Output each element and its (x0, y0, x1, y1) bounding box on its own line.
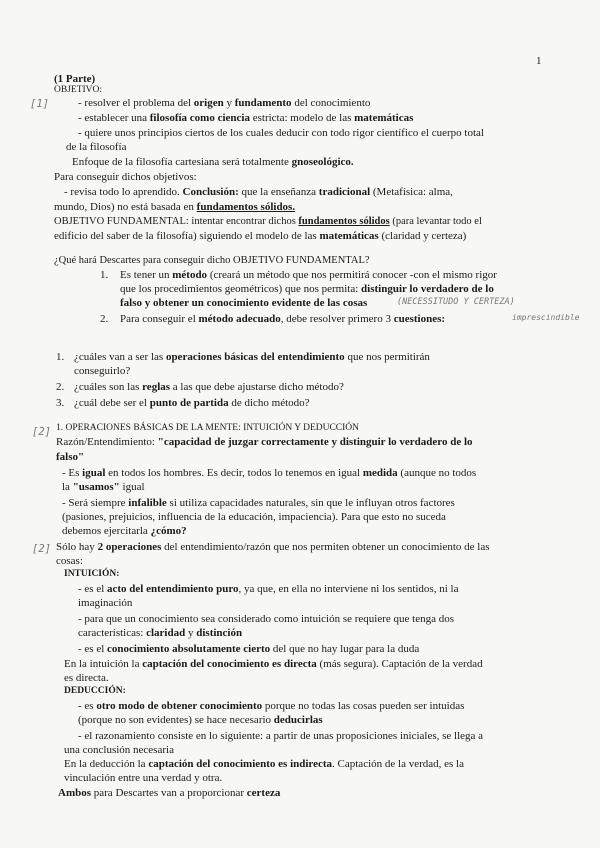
cuestion-2-number: 2. (56, 381, 65, 393)
infalible-line-a: - Será siempre infalible si utiliza capacidades naturales, sin que le influyan otros factores (62, 497, 455, 509)
infalible-line-c: debemos ejercitarla ¿cómo? (62, 525, 187, 537)
intuicion-captacion-b: es directa. (64, 672, 109, 684)
margin-note-2: [2] (32, 426, 51, 438)
operaciones-heading: 1. OPERACIONES BÁSICAS DE LA MENTE: INTUICIÓN Y DEDUCCIÓN (56, 423, 360, 433)
deduccion-label: DEDUCCIÓN: (64, 686, 126, 696)
intuicion-para-b: características: claridad y distinción (78, 627, 243, 639)
cuestion-3-line: ¿cuál debe ser el punto de partida de dicho método? (74, 397, 310, 409)
point-2-number: 2. (100, 313, 109, 325)
margin-note-1: [1] (30, 98, 49, 110)
cuestion-1-line-a: ¿cuáles van a ser las operaciones básicas del entendimiento que nos permitirán (74, 351, 430, 363)
que-hara-question: ¿Qué hará Descartes para conseguir dicho OBJETIVO FUNDAMENTAL? (54, 255, 370, 266)
objetivo-item-principios: - quiere unos principios ciertos de los cuales deducir con todo rigor científico el cuerpo total (78, 127, 484, 139)
intuicion-acto-a: - es el acto del entendimiento puro, ya que, en ella no interviene ni los sentidos, ni la (78, 583, 459, 595)
infalible-line-b: (pasiones, prejuicios, influencia de la educación, impaciencia). Para que esto no suceda (62, 511, 446, 523)
cuestion-1-number: 1. (56, 351, 65, 363)
cuestion-1-line-b: conseguirlo? (74, 365, 131, 377)
deduccion-captacion-b: vinculación entre una verdad y otra. (64, 772, 223, 784)
revisa-line-cont: mundo, Dios) no está basada en fundamentos sólidos. (54, 201, 296, 213)
deduccion-modo-b: (porque no son evidentes) se hace necesario deducirlas (78, 714, 323, 726)
margin-note-2b: [2] (32, 543, 51, 555)
handwritten-note-certeza: (NECESSITUDO Y CERTEZA) (397, 297, 515, 307)
point-1-line-b: que los procedimientos geométricos) que nos permita: distinguir lo verdadero de lo (120, 283, 494, 295)
razon-line-a: Razón/Entendimiento: "capacidad de juzgar correctamente y distinguir lo verdadero de lo (56, 436, 473, 448)
solo-line-a: Sólo hay 2 operaciones del entendimiento/razón que nos permiten obtener un conocimiento de las (56, 541, 490, 553)
objetivo-fundamental-cont: edificio del saber de la filosofía) siguiendo el modelo de las matemáticas (claridad y certeza) (54, 230, 467, 242)
enfoque-line: Enfoque de la filosofía cartesiana será totalmente gnoseológico. (72, 156, 354, 168)
objetivo-label: OBJETIVO: (54, 85, 103, 95)
deduccion-raz-b: una conclusión necesaria (64, 744, 174, 756)
handwritten-note-imprescindible: imprescindible (512, 313, 580, 322)
conseguir-intro: Para conseguir dichos objetivos: (54, 171, 197, 183)
point-1-number: 1. (100, 269, 109, 281)
intuicion-cierto: - es el conocimiento absolutamente cierto del que no hay lugar para la duda (78, 643, 420, 655)
deduccion-modo-a: - es otro modo de obtener conocimiento porque no todas las cosas pueden ser intuidas (78, 700, 465, 712)
point-1-line-c: falso y obtener un conocimiento evidente de las cosas (120, 297, 368, 309)
objetivo-item-origen: - resolver el problema del origen y fundamento del conocimiento (78, 97, 371, 109)
objetivo-item-principios-cont: de la filosofía (66, 141, 127, 153)
objetivo-item-ciencia: - establecer una filosofía como ciencia estricta: modelo de las matemáticas (78, 112, 414, 124)
igual-line-b: la "usamos" igual (62, 481, 145, 493)
part-title: (1 Parte) (54, 73, 96, 85)
point-2-line: Para conseguir el método adecuado, debe resolver primero 3 cuestiones: (120, 313, 446, 325)
intuicion-captacion-a: En la intuición la captación del conocimiento es directa (más segura). Captación de la verdad (64, 658, 483, 670)
intuicion-label: INTUICIÓN: (64, 569, 120, 579)
ambos-line: Ambos para Descartes van a proporcionar certeza (58, 787, 281, 799)
igual-line-a: - Es igual en todos los hombres. Es decir, todos lo tenemos en igual medida (aunque no todos (62, 467, 477, 479)
solo-line-b: cosas: (56, 555, 83, 567)
objetivo-fundamental-line: OBJETIVO FUNDAMENTAL: intentar encontrar dichos fundamentos sólidos (para levantar todo el (54, 216, 482, 227)
deduccion-captacion-a: En la deducción la captación del conocimiento es indirecta. Captación de la verdad, es la (64, 758, 464, 770)
intuicion-para-a: - para que un conocimiento sea considerado como intuición se requiere que tenga dos (78, 613, 455, 625)
deduccion-raz-a: - el razonamiento consiste en lo siguiente: a partir de unas proposiciones iniciales, se llega a (78, 730, 484, 742)
cuestion-2-line: ¿cuáles son las reglas a las que debe ajustarse dicho método? (74, 381, 344, 393)
razon-line-b: falso" (56, 451, 85, 463)
page-number: 1 (536, 55, 542, 67)
intuicion-acto-b: imaginación (78, 597, 133, 609)
point-1-line-a: Es tener un método (creará un método que nos permitirá conocer -con el mismo rigor (120, 269, 497, 281)
revisa-line: - revisa todo lo aprendido. Conclusión: que la enseñanza tradicional (Metafísica: alma, (64, 186, 453, 198)
cuestion-3-number: 3. (56, 397, 65, 409)
